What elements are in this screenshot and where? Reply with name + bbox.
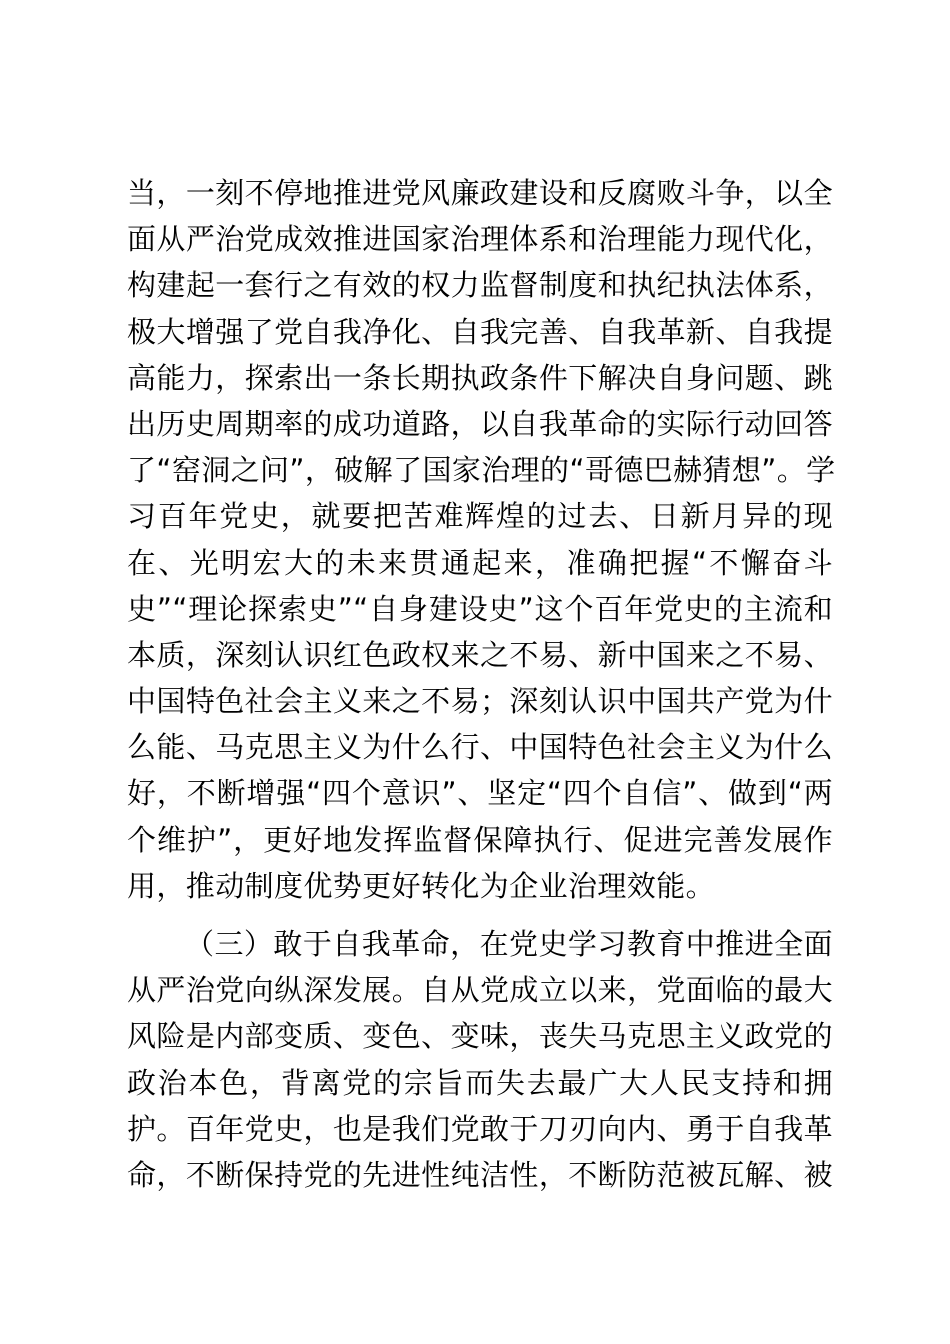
text-line: 出历史周期率的成功道路，以自我革命的实际行动回答 — [127, 406, 833, 441]
text-line: 构建起一套行之有效的权力监督制度和执纪执法体系， — [127, 268, 833, 303]
text-line: 风险是内部变质、变色、变味，丧失马克思主义政党的 — [127, 1019, 833, 1054]
body-text — [127, 170, 836, 1198]
text-line: 政治本色，背离党的宗旨而失去最广大人民支持和拥 — [127, 1065, 833, 1100]
text-line: 用，推动制度优势更好转化为企业治理效能。 — [127, 868, 716, 903]
text-line: 中国特色社会主义来之不易；深刻认识中国共产党为什 — [127, 684, 833, 719]
text-line: 高能力，探索出一条长期执政条件下解决自身问题、跳 — [127, 360, 833, 395]
text-line: 护。百年党史，也是我们党敢于刀刃向内、勇于自我革 — [127, 1111, 833, 1146]
text-line: 从严治党向纵深发展。自从党成立以来，党面临的最大 — [127, 973, 833, 1008]
text-line: 当，一刻不停地推进党风廉政建设和反腐败斗争，以全 — [127, 176, 833, 210]
text-line: 命，不断保持党的先进性纯洁性，不断防范被瓦解、被 — [127, 1157, 833, 1192]
paragraph — [127, 170, 836, 909]
text-line: 个维护”，更好地发挥监督保障执行、促进完善发展作 — [127, 822, 833, 857]
text-line: 在、光明宏大的未来贯通起来，准确把握“不懈奋斗 — [127, 545, 833, 580]
text-line: 本质，深刻认识红色政权来之不易、新中国来之不易、 — [127, 637, 833, 672]
text-line: 了“窑洞之问”，破解了国家治理的“哥德巴赫猜想”。学 — [127, 453, 836, 488]
text-line: （三）敢于自我革命，在党史学习教育中推进全面 — [185, 927, 833, 961]
text-line: 习百年党史，就要把苦难辉煌的过去、日新月异的现 — [127, 499, 833, 534]
text-line: 极大增强了党自我净化、自我完善、自我革新、自我提 — [127, 314, 833, 349]
paragraph-gap — [127, 909, 833, 921]
text-line: 面从严治党成效推进国家治理体系和治理能力现代化， — [127, 222, 833, 257]
text-line: 史”“理论探索史”“自身建设史”这个百年党史的主流和 — [127, 591, 833, 626]
text-line: 么能、马克思主义为什么行、中国特色社会主义为什么 — [127, 730, 833, 765]
text-line: 好，不断增强“四个意识”、坚定“四个自信”、做到“两 — [127, 776, 833, 811]
paragraph — [127, 921, 833, 1198]
